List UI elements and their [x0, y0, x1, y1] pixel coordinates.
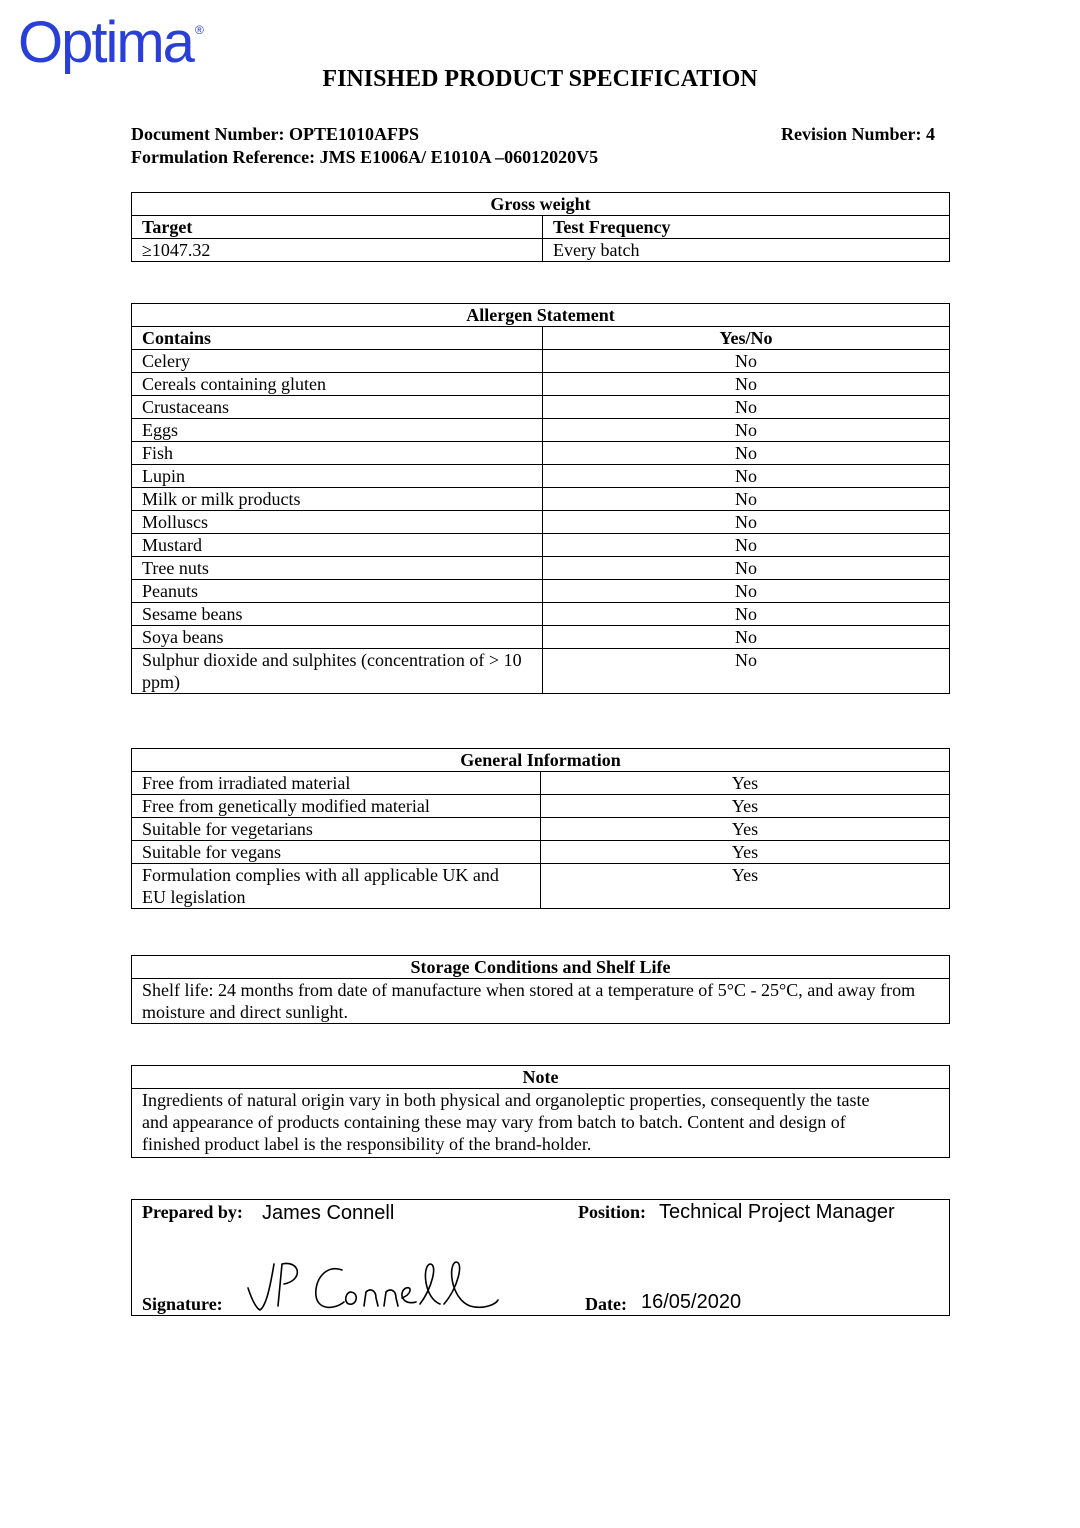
formulation-reference: Formulation Reference: JMS E1006A/ E1010A –06012020V5 — [131, 147, 599, 167]
table-row — [132, 626, 950, 649]
yes-no-header: Yes/No — [543, 327, 950, 350]
storage-heading: Storage Conditions and Shelf Life — [132, 956, 950, 979]
prepared-by-value: James Connell — [262, 1202, 395, 1224]
signature-label: Signature: — [142, 1294, 223, 1314]
allergen-value: No — [543, 649, 950, 694]
allergen-value: No — [543, 419, 950, 442]
target-value: ≥1047.32 — [132, 239, 543, 262]
table-row — [132, 841, 950, 864]
info-name: Suitable for vegetarians — [132, 818, 541, 841]
table-row — [132, 419, 950, 442]
note-table — [131, 1065, 950, 1158]
info-name: Formulation complies with all applicable UK and EU legislation — [132, 864, 541, 909]
allergen-value: No — [543, 557, 950, 580]
allergen-value: No — [543, 626, 950, 649]
info-value: Yes — [541, 818, 950, 841]
allergen-name: Eggs — [132, 419, 543, 442]
info-value: Yes — [541, 772, 950, 795]
storage-table — [131, 955, 950, 1024]
info-value: Yes — [541, 864, 950, 909]
position-value: Technical Project Manager — [659, 1201, 895, 1223]
optima-logo: Optima ® — [18, 10, 204, 75]
allergen-value: No — [543, 580, 950, 603]
position-label: Position: — [578, 1202, 647, 1222]
table-row — [132, 350, 950, 373]
allergen-value: No — [543, 396, 950, 419]
table-row — [132, 442, 950, 465]
allergen-value: No — [543, 603, 950, 626]
handwritten-signature — [244, 1258, 524, 1318]
page-title: FINISHED PRODUCT SPECIFICATION — [322, 66, 758, 92]
allergen-value: No — [543, 488, 950, 511]
table-row — [132, 649, 950, 694]
allergen-name: Milk or milk products — [132, 488, 543, 511]
allergen-value: No — [543, 465, 950, 488]
info-name: Suitable for vegans — [132, 841, 541, 864]
general-information-heading: General Information — [132, 749, 950, 772]
target-header: Target — [132, 216, 543, 239]
general-information-table — [131, 748, 950, 909]
gross-weight-heading: Gross weight — [132, 193, 950, 216]
allergen-name: Crustaceans — [132, 396, 543, 419]
gross-weight-table — [131, 192, 950, 262]
allergen-name: Sulphur dioxide and sulphites (concentration of > 10 ppm) — [132, 649, 543, 694]
date-value: 16/05/2020 — [641, 1291, 742, 1313]
signoff-box — [131, 1199, 950, 1316]
info-name: Free from irradiated material — [132, 772, 541, 795]
test-frequency-header: Test Frequency — [543, 216, 950, 239]
contains-header: Contains — [132, 327, 543, 350]
table-row — [132, 864, 950, 909]
document-number: Document Number: OPTE1010AFPS — [131, 124, 419, 144]
note-heading: Note — [132, 1066, 950, 1089]
allergen-name: Celery — [132, 350, 543, 373]
allergen-name: Fish — [132, 442, 543, 465]
allergen-name: Cereals containing gluten — [132, 373, 543, 396]
allergen-name: Molluscs — [132, 511, 543, 534]
table-row — [132, 534, 950, 557]
table-row — [132, 396, 950, 419]
allergen-name: Lupin — [132, 465, 543, 488]
allergen-table — [131, 303, 950, 694]
revision-number: Revision Number: 4 — [781, 124, 935, 144]
note-text: Ingredients of natural origin vary in both physical and organoleptic properties, consequently the taste and appearance of products containing these may vary from batch to batch. Content and design of finished product label is the responsibility of the brand-holder. — [132, 1089, 950, 1158]
allergen-value: No — [543, 442, 950, 465]
table-row — [132, 465, 950, 488]
table-row — [132, 818, 950, 841]
test-frequency-value: Every batch — [543, 239, 950, 262]
allergen-value: No — [543, 511, 950, 534]
table-row — [132, 772, 950, 795]
allergen-name: Mustard — [132, 534, 543, 557]
allergen-name: Soya beans — [132, 626, 543, 649]
allergen-heading: Allergen Statement — [132, 304, 950, 327]
info-value: Yes — [541, 795, 950, 818]
table-row — [132, 511, 950, 534]
allergen-name: Tree nuts — [132, 557, 543, 580]
table-row — [132, 603, 950, 626]
table-row — [132, 373, 950, 396]
allergen-name: Sesame beans — [132, 603, 543, 626]
table-row — [132, 580, 950, 603]
date-label: Date: — [585, 1294, 627, 1314]
table-row — [132, 557, 950, 580]
info-name: Free from genetically modified material — [132, 795, 541, 818]
storage-text: Shelf life: 24 months from date of manufacture when stored at a temperature of 5°C - 25°C, and away from moisture and direct sunlight. — [132, 979, 950, 1024]
table-row — [132, 488, 950, 511]
allergen-name: Peanuts — [132, 580, 543, 603]
allergen-value: No — [543, 373, 950, 396]
info-value: Yes — [541, 841, 950, 864]
allergen-value: No — [543, 350, 950, 373]
allergen-value: No — [543, 534, 950, 557]
table-row — [132, 795, 950, 818]
prepared-by-label: Prepared by: — [142, 1202, 243, 1222]
